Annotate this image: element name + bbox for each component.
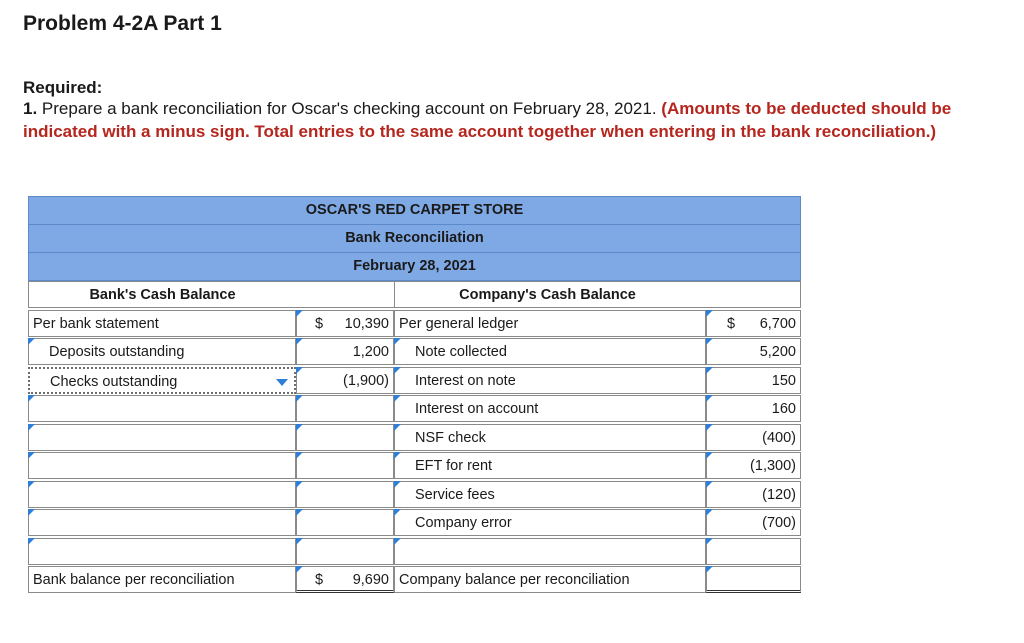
company-item-7-field[interactable]: Company error xyxy=(394,509,706,536)
page-title: Problem 4-2A Part 1 xyxy=(23,12,222,35)
company-start-amount-field[interactable] xyxy=(706,310,801,337)
bank-item-2-amount[interactable]: (1,900) xyxy=(296,367,394,394)
bank-empty-amount-4[interactable] xyxy=(296,481,394,508)
reconciliation-row-1 xyxy=(28,310,801,339)
reconciliation-row-9 xyxy=(28,538,801,567)
company-item-4-field[interactable]: NSF check xyxy=(394,424,706,451)
company-name-header: OSCAR'S RED CARPET STORE xyxy=(28,196,801,225)
company-end-amount[interactable] xyxy=(706,566,801,593)
company-side-header: Company's Cash Balance xyxy=(394,281,801,308)
company-item-2-amount[interactable]: 150 xyxy=(706,367,801,394)
company-item-6-field[interactable]: Service fees xyxy=(394,481,706,508)
bank-empty-amount-6[interactable] xyxy=(296,538,394,565)
bank-empty-amount-5[interactable] xyxy=(296,509,394,536)
chevron-down-icon[interactable] xyxy=(276,379,288,386)
company-item-3-field[interactable]: Interest on account xyxy=(394,395,706,422)
reconciliation-row-7 xyxy=(28,481,801,510)
company-item-6-amount[interactable]: (120) xyxy=(706,481,801,508)
reconciliation-row-8 xyxy=(28,509,801,538)
currency-symbol: $ xyxy=(727,315,736,332)
required-instructions: (Amounts to be deducted should be indicated with a minus sign. Total entries to the same account together when entering in the bank reconciliation.) xyxy=(23,99,952,141)
company-start-amount: 6,700 xyxy=(759,315,796,332)
bank-start-label: Per bank statement xyxy=(28,310,296,337)
reconciliation-row-3 xyxy=(28,367,801,396)
bank-start-amount-field[interactable] xyxy=(296,310,394,337)
required-heading: Required: xyxy=(23,78,103,97)
bank-empty-field-6[interactable] xyxy=(28,538,296,565)
required-task: Prepare a bank reconciliation for Oscar's checking account on February 28, 2021. xyxy=(41,99,657,118)
company-item-1-field[interactable]: Note collected xyxy=(394,338,706,365)
reconciliation-grid xyxy=(28,281,801,595)
company-item-5-field[interactable]: EFT for rent xyxy=(394,452,706,479)
bank-reconciliation-form xyxy=(28,196,801,595)
bank-empty-field-3[interactable] xyxy=(28,452,296,479)
bank-empty-amount-2[interactable] xyxy=(296,424,394,451)
bank-empty-field-2[interactable] xyxy=(28,424,296,451)
report-date-header: February 28, 2021 xyxy=(28,253,801,281)
reconciliation-total-row xyxy=(28,566,801,595)
company-item-5-amount[interactable]: (1,300) xyxy=(706,452,801,479)
company-end-label: Company balance per reconciliation xyxy=(394,566,706,593)
company-item-2-field[interactable]: Interest on note xyxy=(394,367,706,394)
bank-side-header: Bank's Cash Balance xyxy=(28,281,296,308)
header-spacer xyxy=(296,281,394,308)
bank-empty-field-5[interactable] xyxy=(28,509,296,536)
company-item-1-amount[interactable]: 5,200 xyxy=(706,338,801,365)
bank-empty-field-1[interactable] xyxy=(28,395,296,422)
bank-item-1-field[interactable]: Deposits outstanding xyxy=(28,338,296,365)
company-item-3-amount[interactable]: 160 xyxy=(706,395,801,422)
company-item-4-amount[interactable]: (400) xyxy=(706,424,801,451)
bank-end-label: Bank balance per reconciliation xyxy=(28,566,296,593)
column-header-row xyxy=(28,281,801,310)
reconciliation-row-2 xyxy=(28,338,801,367)
bank-end-amount: 9,690 xyxy=(352,572,389,588)
bank-end-amount-field[interactable] xyxy=(296,566,394,593)
reconciliation-row-4 xyxy=(28,395,801,424)
bank-empty-amount-1[interactable] xyxy=(296,395,394,422)
bank-item-2-select[interactable] xyxy=(28,367,296,394)
reconciliation-row-6 xyxy=(28,452,801,481)
currency-symbol: $ xyxy=(315,315,324,332)
company-empty-field-1[interactable] xyxy=(394,538,706,565)
bank-item-2-label: Checks outstanding xyxy=(50,373,178,390)
required-text xyxy=(23,98,1008,143)
bank-empty-amount-3[interactable] xyxy=(296,452,394,479)
company-item-7-amount[interactable]: (700) xyxy=(706,509,801,536)
report-name-header: Bank Reconciliation xyxy=(28,225,801,253)
reconciliation-row-5 xyxy=(28,424,801,453)
bank-item-1-amount[interactable]: 1,200 xyxy=(296,338,394,365)
company-start-label: Per general ledger xyxy=(394,310,706,337)
bank-start-amount: 10,390 xyxy=(344,315,389,332)
currency-symbol: $ xyxy=(315,572,324,588)
company-empty-amount-1[interactable] xyxy=(706,538,801,565)
bank-empty-field-4[interactable] xyxy=(28,481,296,508)
required-number: 1. xyxy=(23,99,38,118)
